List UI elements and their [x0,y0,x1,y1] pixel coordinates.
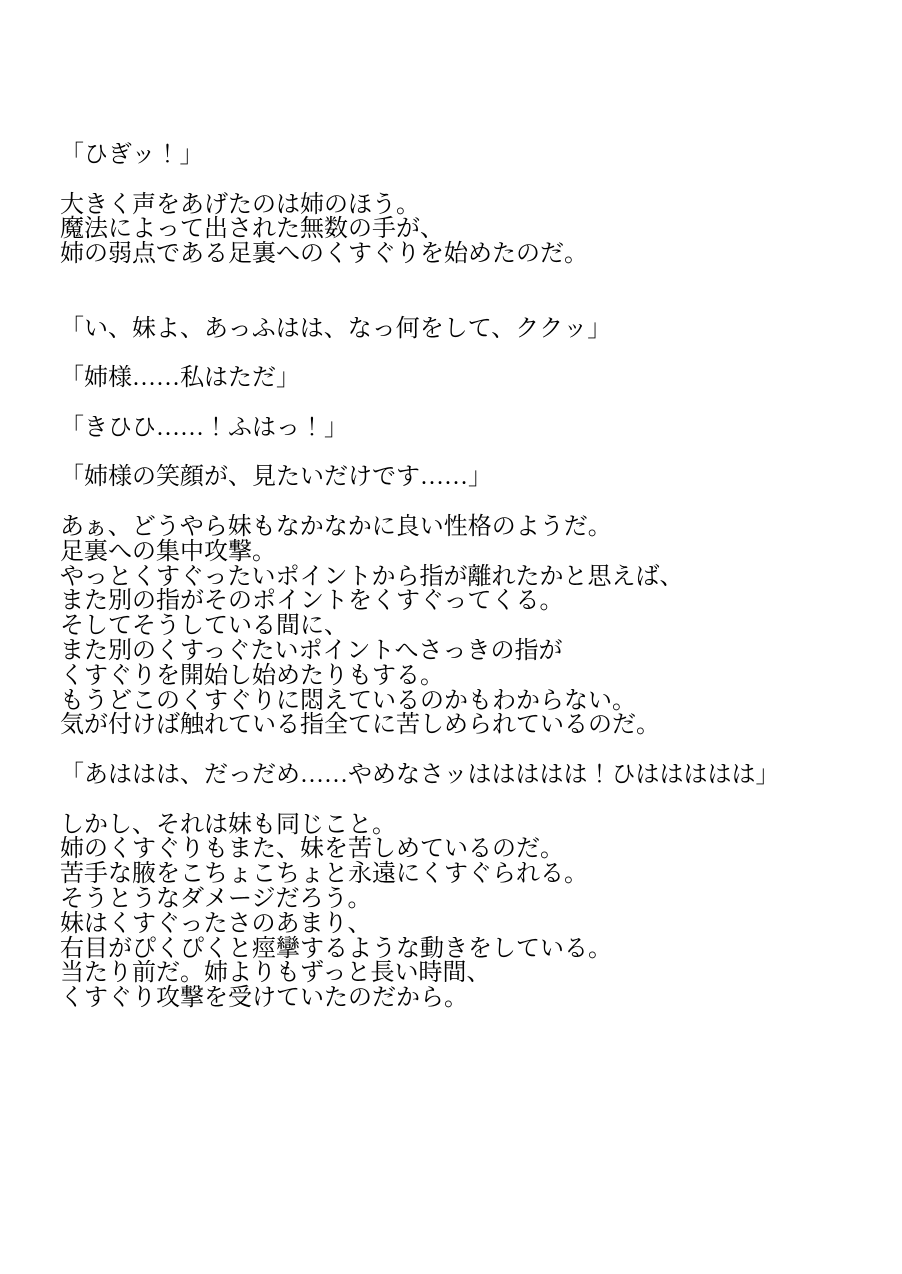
text-line: 足裏への集中攻撃。 [60,538,276,565]
text-line: あぁ、どうやら妹もなかなかに良い性格のようだ。 [60,513,612,540]
text-line: 妹はくすぐったさのあまり、 [60,910,372,937]
text-line: 右目がぴくぴくと痙攣するような動きをしている。 [60,935,612,962]
text-line: くすぐり攻撃を受けていたのだから。 [60,985,468,1012]
text-line: 魔法によって出された無数の手が、 [60,216,444,243]
text-line: もうどこのくすぐりに悶えているのかもわからない。 [60,687,636,714]
text-line: 「姉様の笑顔が、見たいだけです……」 [60,464,492,491]
blank-line [60,391,882,416]
text-line: 「い、妹よ、あっふはは、なっ何をして、ククッ」 [60,315,612,342]
text-line: また別のくすっぐたいポイントへさっきの指が [60,637,563,664]
text-line: しかし、それは妹も同じこと。 [60,811,396,838]
text-line: また別の指がそのポイントをくすぐってくる。 [60,588,564,615]
blank-line [60,738,882,763]
blank-line [60,490,882,515]
text-line: 苦手な腋をこちょこちょと永遠にくすぐられる。 [60,861,588,888]
blank-line [60,292,882,317]
text-line: 大きく声をあげたのは姉のほう。 [60,191,420,218]
blank-line [60,441,882,466]
text-line: 「姉様……私はただ」 [60,365,300,392]
blank-line [60,341,882,366]
text-line: そしてそうしている間に、 [60,613,348,640]
text-line: 気が付けば触れている指全てに苦しめられているのだ。 [60,712,660,739]
text-line: くすぐりを開始し始めたりもする。 [60,662,444,689]
text-line: 「ひぎッ！」 [60,142,204,168]
blank-line [60,788,882,813]
text-line: 「きひひ……！ふはっ！」 [60,414,348,441]
blank-line [60,168,882,193]
text-line: そうとうなダメージだろう。 [60,885,372,912]
text-line: 「あははは、だっだめ……やめなさッははははは！ひははははは」 [60,761,780,788]
text-line: 姉の弱点である足裏へのくすぐりを始めたのだ。 [60,241,588,268]
story-text [60,143,882,1011]
text-line: 姉のくすぐりもまた、妹を苦しめているのだ。 [60,836,564,863]
blank-line [60,267,882,292]
text-line: やっとくすぐったいポイントから指が離れたかと思えば、 [60,563,684,590]
text-line: 当たり前だ。姉よりもずっと長い時間、 [60,960,491,987]
